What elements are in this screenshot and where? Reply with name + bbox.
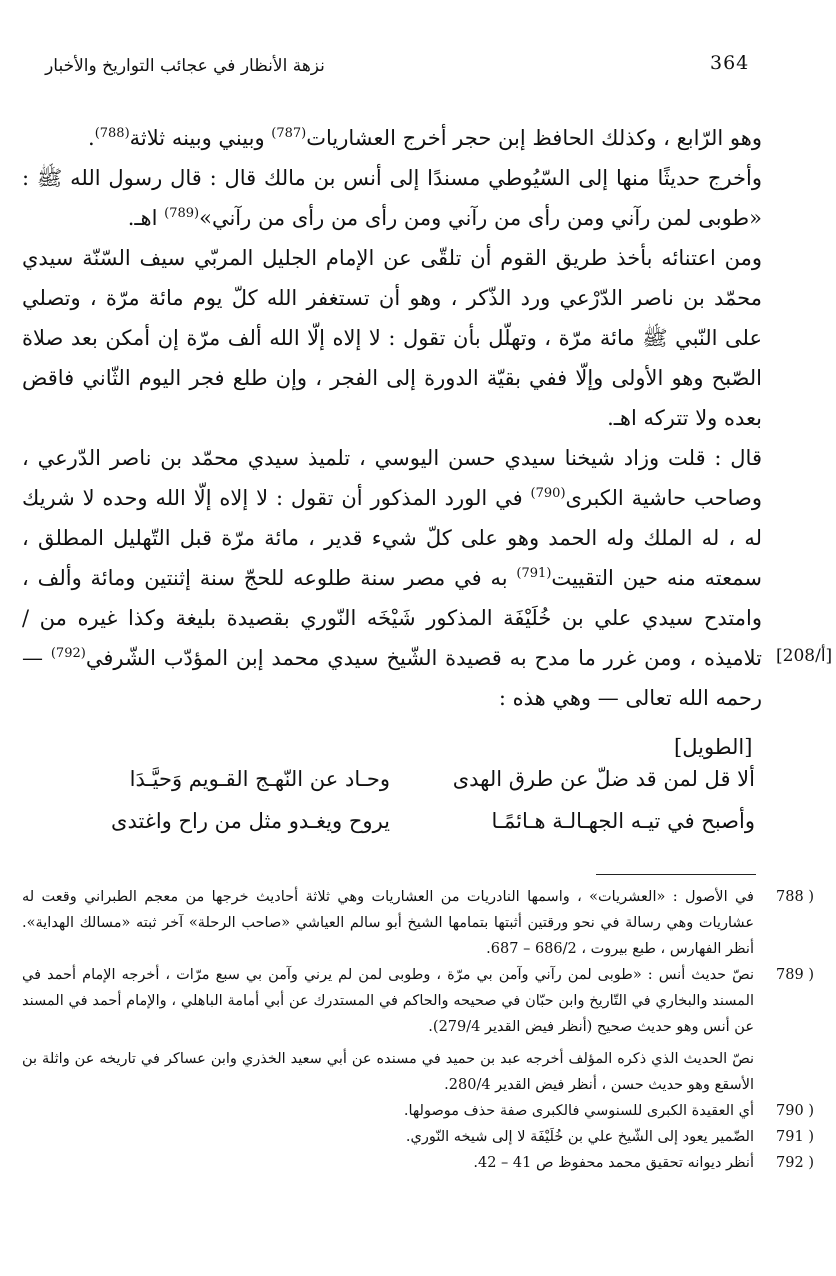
paragraph-text: وبيني وبينه ثلاثة xyxy=(129,126,272,150)
footnote-number: 790 ) xyxy=(776,1103,814,1119)
footnote-reference: (789) xyxy=(164,206,200,221)
footnotes xyxy=(22,884,814,1176)
paragraph-text: — رحمه الله تعالى — وهي هذه : xyxy=(22,646,762,710)
footnote-reference: (791) xyxy=(516,566,552,581)
verse-2-first-hemistich: وأصبح في تيـه الجهـالـة هـائمًـا xyxy=(491,809,755,833)
footnote-text: أي العقيدة الكبرى للسنوسي فالكبرى صفة حذف موصولها. xyxy=(403,1103,754,1119)
footnote-number: 789 ) xyxy=(776,967,814,983)
footnote-divider xyxy=(596,874,756,875)
footnote-number: 791 ) xyxy=(776,1129,814,1145)
footnote xyxy=(22,1098,814,1124)
footnote xyxy=(22,884,814,962)
paragraph-text: ومن اعتنائه بأخذ طريق القوم أن تلقّى عن الإمام الجليل المربّي سيف السّنّة سيدي محمّد بن ناصر الدّرْعي ورد الذّكر ، وهو أن تستغفر الله كلّ يوم مائة مرّة ، وتصلي على النّبي ﷺ مائة مرّة ، وتهلّل بأن تقول : لا إلاه إلّا الله ألف مرّة إن أمكن بعد صلاة الصّبح وهو الأولى وإلّا ففي بقيّة الدورة إلى الفجر ، وإن طلع فجر اليوم الثّاني فاقض بعده ولا تتركه اهـ. xyxy=(22,246,762,430)
footnote xyxy=(22,962,814,1040)
body-paragraph xyxy=(22,118,762,158)
body-text xyxy=(22,118,762,718)
footnote-reference: (790) xyxy=(530,486,566,501)
footnote-reference: (792) xyxy=(50,646,86,661)
footnote-text: في الأصول : «العشريات» ، واسمها النادريات من العشاريات وهي ثلاثة أحاديث خرجها من معجم الطبراني وقعت له عشاريات وهي رسالة في نحو ورقتين أثبتها بتمامها الشيخ أبو سالم العياشي «صاحب الرحلة» آخر ثبته «مسالك الهداية». أنظر الفهارس ، طبع بيروت ، 686/2 – 687. xyxy=(22,889,754,957)
verse-1-first-hemistich: ألا قل لمن قد ضلّ عن طرق الهدى xyxy=(452,767,755,791)
running-title: نزهة الأنظار في عجائب التواريخ والأخبار xyxy=(45,56,325,76)
footnote-reference: (788) xyxy=(94,126,130,141)
page-number: 364 xyxy=(710,52,750,74)
paragraph-text: وهو الرّابع ، وكذلك الحافظ إبن حجر أخرج العشاريات xyxy=(306,126,762,150)
footnote-reference: (787) xyxy=(271,126,307,141)
body-paragraph xyxy=(22,438,762,718)
verse-1-second-hemistich: وحـاد عن النّهـج القـويم وَحيَّـدَا xyxy=(129,767,390,791)
margin-folio-note: [208/أ] xyxy=(776,646,833,666)
body-paragraph xyxy=(22,238,762,438)
paragraph-text: . xyxy=(88,126,95,150)
footnote-number: 788 ) xyxy=(776,889,814,905)
footnote-text: نصّ الحديث الذي ذكره المؤلف أخرجه عبد بن حميد في مسنده عن أبي سعيد الخذري وابن عساكر في تاريخه عن واثلة بن الأسقع وهو حديث حسن ، أنظر فيض القدير 280/4. xyxy=(22,1051,754,1093)
paragraph-text: قال : قلت وزاد شيخنا سيدي حسن اليوسي ، تلميذ سيدي محمّد بن ناصر الدّرعي ، وصاحب حاشية الكبرى xyxy=(22,446,762,510)
footnote-number: 792 ) xyxy=(776,1155,814,1171)
footnote-text: أنظر ديوانه تحقيق محمد محفوظ ص 41 – 42. xyxy=(473,1155,754,1171)
paragraph-text: وأخرج حديثًا منها إلى السّيُوطي مسندًا إلى أنس بن مالك قال : قال رسول الله ﷺ : «طوبى لمن رآني ومن رأى من رآني ومن رأى من رأى من رآني» xyxy=(22,166,762,230)
paragraph-text: في الورد المذكور أن تقول : لا إلاه إلّا الله وحده لا شريك له ، له الملك وله الحمد وهو على كلّ شيء قدير ، مائة مرّة قبل التّهليل المطلق ، سمعته منه حين التقييت xyxy=(22,486,762,590)
footnote xyxy=(22,1124,814,1150)
poem-meter-label: [الطويل] xyxy=(674,735,753,759)
footnote-text: الضّمير يعود إلى الشّيخ علي بن خُلَيْفَة لا إلى شيخه النّوري. xyxy=(405,1129,754,1145)
body-paragraph xyxy=(22,158,762,238)
verse-2-second-hemistich: يروح ويغـدو مثل من راح واغتدى xyxy=(111,809,390,833)
footnote xyxy=(22,1150,814,1176)
paragraph-text: به في مصر سنة طلوعه للحجّ سنة إثنتين ومائة وألف ، وامتدح سيدي علي بن خُلَيْفَة المذكور شَيْخَه النّوري بقصيدة بليغة وكذا غيره من / تلاميذه ، ومن غرر ما مدح به قصيدة الشّيخ سيدي محمد إبن المؤدّب الشّرفي xyxy=(22,566,762,670)
footnote xyxy=(22,1046,762,1098)
paragraph-text: اهـ. xyxy=(127,206,165,230)
footnote-text: نصّ حديث أنس : «طوبى لمن رآني وآمن بي مرّة ، وطوبى لمن لم يرني وآمن بي سبع مرّات ، أخرجه الإمام أحمد في المسند والبخاري في التّاريخ وابن حبّان في صحيحه والحاكم في المستدرك عن أبي أمامة الباهلي ، والإمام أحمد في المسند عن أنس وهو حديث صحيح (أنظر فيض القدير 279/4). xyxy=(22,967,754,1035)
